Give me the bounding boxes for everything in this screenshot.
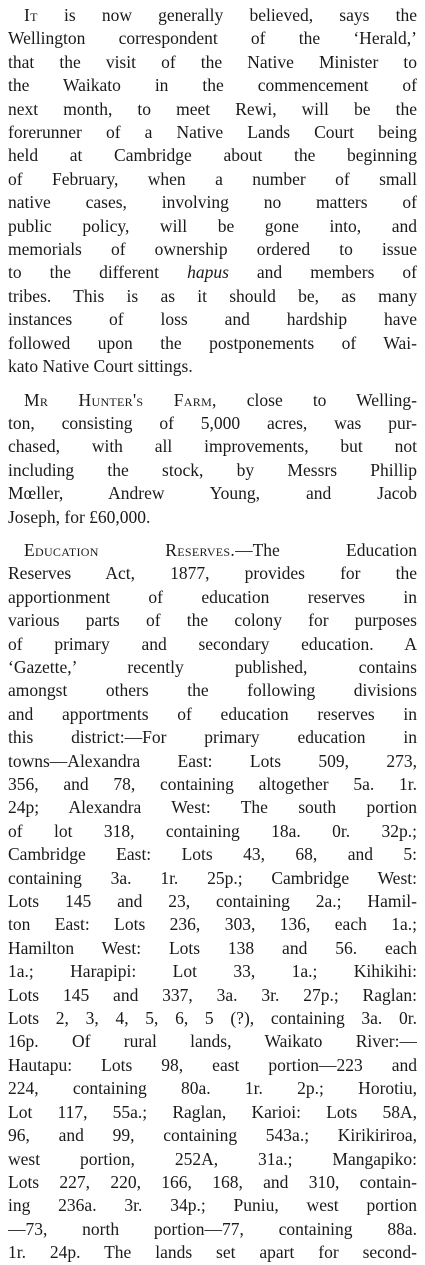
- text-line: 16p. Of rural lands, Waikato River:—: [8, 1031, 417, 1052]
- text-line: including the stock, by Messrs Phillip: [8, 459, 417, 480]
- text-line: chased, with all improvements, but not: [8, 436, 417, 457]
- text-line: Mœller, Andrew Young, and Jacob: [8, 483, 417, 504]
- text-line: native cases, involving no matters of: [8, 192, 417, 213]
- text-line: containing 3a. 1r. 25p.; Cambridge West:: [8, 867, 417, 888]
- text-line: 1r. 24p. The lands set apart for second-: [8, 1242, 417, 1263]
- text-line: Lots 227, 220, 166, 168, and 310, contain-: [8, 1171, 417, 1192]
- text-line: Mr Hunter's Farm, close to Welling-: [24, 389, 417, 410]
- text-line: Hautapu: Lots 98, east portion—223 and: [8, 1054, 417, 1075]
- text-line: ing 236a. 3r. 34p.; Puniu, west portion: [8, 1195, 417, 1216]
- text-line: of primary and secondary education. A: [8, 633, 417, 654]
- text-line: held at Cambridge about the beginning: [8, 145, 417, 166]
- paragraph-lead: It: [24, 5, 38, 25]
- text-line: Lots 145 and 23, containing 2a.; Hamil-: [8, 891, 417, 912]
- text-line: Hamilton West: Lots 138 and 56. each: [8, 937, 417, 958]
- paragraph-hunters-farm: [8, 389, 417, 529]
- text-line: next month, to meet Rewi, will be the: [8, 98, 417, 119]
- text-line: apportionment of education reserves in: [8, 586, 417, 607]
- text-line: Lots 2, 3, 4, 5, 6, 5 (?), containing 3a. 0r.: [8, 1008, 417, 1029]
- text-line: Cambridge East: Lots 43, 68, and 5:: [8, 844, 417, 865]
- text-line: ton East: Lots 236, 303, 136, each 1a.;: [8, 914, 417, 935]
- text-line: Reserves Act, 1877, provides for the: [8, 563, 417, 584]
- text-line: the Waikato in the commencement of: [8, 75, 417, 96]
- text-line: 356, and 78, containing altogether 5a. 1r.: [8, 774, 417, 794]
- text-line: ‘Gazette,’ recently published, contains: [8, 656, 417, 677]
- paragraph-lead: Education Reserves.: [24, 539, 236, 560]
- text-line: 24p; Alexandra West: The south portion: [8, 797, 417, 818]
- text-line-with-italic: to the different hapus and members of: [8, 262, 417, 283]
- paragraph-native-lands-court: [8, 4, 417, 379]
- text-line: Lots 145 and 337, 3a. 3r. 27p.; Raglan:: [8, 984, 417, 1005]
- text-line: memorials of ownership ordered to issue: [8, 239, 417, 260]
- text-line: of February, when a number of small: [8, 168, 417, 189]
- text-line: It is now generally believed, says the: [24, 5, 417, 25]
- text-line: west portion, 252A, 31a.; Mangapiko:: [8, 1148, 417, 1169]
- text-line: and apportments of education reserves in: [8, 703, 417, 724]
- italic-word: hapus: [187, 262, 229, 283]
- text-line: this district:—For primary education in: [8, 727, 417, 748]
- text-line: Joseph, for £60,000.: [8, 506, 151, 527]
- text-line: —73, north portion—77, containing 88a.: [8, 1218, 417, 1239]
- text-line: that the visit of the Native Minister to: [8, 51, 417, 72]
- text-line: 96, and 99, containing 543a.; Kirikiriroa,: [8, 1125, 417, 1146]
- text-line: various parts of the colony for purposes: [8, 610, 417, 631]
- text-line: tribes. This is as it should be, as many: [8, 285, 417, 306]
- text-line: Lot 117, 55a.; Raglan, Karioi: Lots 58A,: [8, 1101, 417, 1122]
- text-line: Education Reserves.—The Education: [24, 539, 417, 560]
- text-line: ton, consisting of 5,000 acres, was pur-: [8, 412, 417, 433]
- text-line: instances of loss and hardship have: [8, 309, 417, 330]
- text-line: Wellington correspondent of the ‘Herald,’: [8, 28, 417, 49]
- text-line: 224, containing 80a. 1r. 2p.; Horotiu,: [8, 1078, 417, 1099]
- text-line: public policy, will be gone into, and: [8, 215, 417, 236]
- paragraph-lead: Mr Hunter's Farm,: [24, 389, 217, 410]
- text-line: kato Native Court sittings.: [8, 356, 193, 377]
- text-line: towns—Alexandra East: Lots 509, 273,: [8, 750, 417, 771]
- paragraph-education-reserves: [8, 539, 417, 1265]
- text-line: forerunner of a Native Lands Court being: [8, 122, 417, 143]
- text-line: 1a.; Harapipi: Lot 33, 1a.; Kihikihi:: [8, 961, 417, 982]
- text-line: of lot 318, containing 18a. 0r. 32p.;: [8, 820, 417, 841]
- text-line: amongst others the following divisions: [8, 680, 417, 701]
- text-line: followed upon the postponements of Wai-: [8, 332, 417, 353]
